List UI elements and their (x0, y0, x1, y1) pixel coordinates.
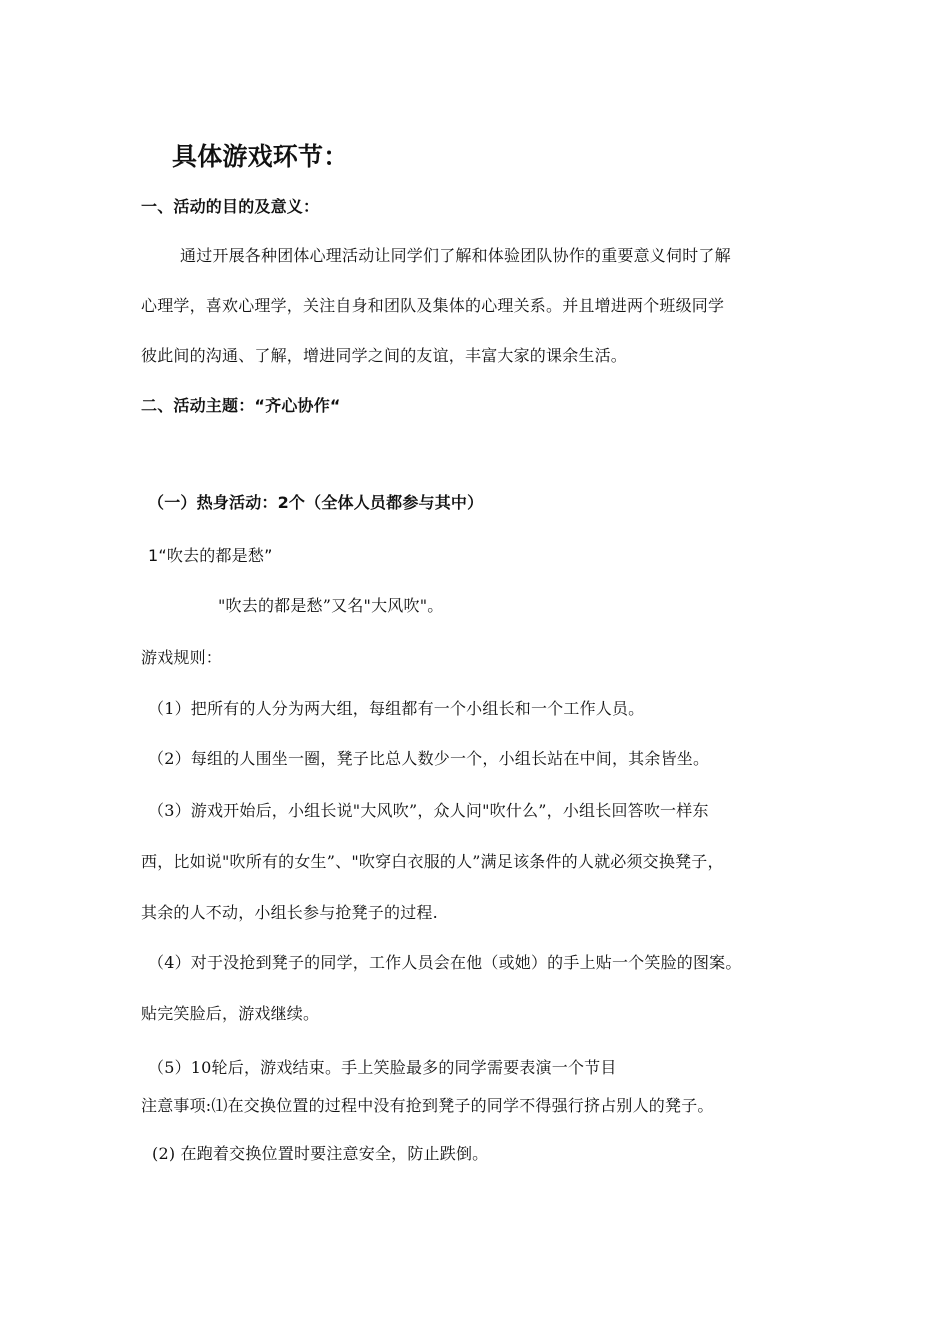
notes-line2: (2) 在跑着交换位置时要注意安全，防止跌倒。 (152, 1144, 489, 1163)
rule-2: （2）每组的人围坐一圈，凳子比总人数少一个，小组长站在中间，其余皆坐。 (148, 749, 710, 768)
section1-paragraph-line2: 心理学，喜欢心理学，关注自身和团队及集体的心理关系。并且增进两个班级同学 (141, 296, 725, 315)
section2-heading: 二、活动主题：“齐心协作“ (141, 396, 341, 415)
section1-paragraph-line1: 通过开展各种团体心理活动让同学们了解和体验团队协作的重要意义伺时了解 (180, 246, 731, 265)
rule-5: （5）10轮后，游戏结束。手上笑脸最多的同学需要表演一个节目 (148, 1058, 617, 1077)
game1-alias: "吹去的都是愁”又名"大风吹"。 (218, 596, 444, 615)
rule-3-line1: （3）游戏开始后，小组长说"大风吹”，众人问"吹什么”，小组长回答吹一样东 (148, 801, 709, 820)
rule-4-line1: （4）对于没抢到凳子的同学，工作人员会在他（或她）的手上贴一个笑脸的图案。 (148, 953, 742, 972)
section1-paragraph-line3: 彼此间的沟通、了解，增进同学之间的友谊，丰富大家的课余生活。 (141, 346, 628, 365)
rule-3-line3: 其余的人不动，小组长参与抢凳子的过程. (141, 903, 438, 922)
warmup-heading: （一）热身活动：2个（全体人员都参与其中） (148, 493, 484, 512)
game1-title: 1“吹去的都是愁” (148, 546, 273, 565)
rules-label: 游戏规则： (141, 648, 223, 667)
rule-1: （1）把所有的人分为两大组，每组都有一个小组长和一个工作人员。 (148, 699, 645, 718)
section1-heading: 一、活动的目的及意义： (141, 197, 320, 216)
notes-line1: 注意事项:⑴在交换位置的过程中没有抢到凳子的同学不得强行挤占别人的凳子。 (141, 1096, 714, 1115)
rule-4-line2: 贴完笑脸后，游戏继续。 (141, 1004, 320, 1023)
rule-3-line2: 西，比如说"吹所有的女生”、"吹穿白衣服的人”满足该条件的人就必须交换凳子， (141, 852, 724, 871)
document-title: 具体游戏环节： (172, 142, 349, 171)
